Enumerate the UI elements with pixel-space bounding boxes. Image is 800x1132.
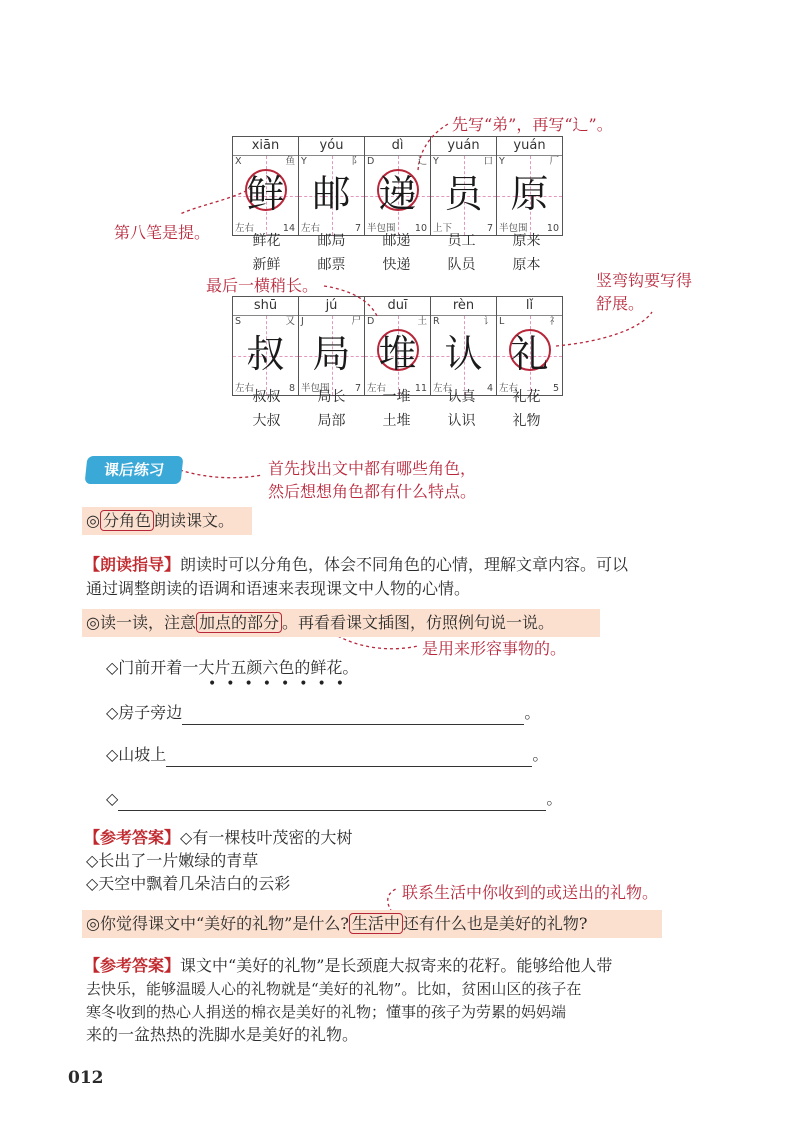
letter: L xyxy=(499,316,505,327)
emphasis-dots: •••••••• xyxy=(208,676,355,692)
example-post: 的鲜花。 xyxy=(294,658,359,677)
exercise3-boxed: 生活中 xyxy=(349,913,403,934)
note-hook-line1: 竖弯钩要写得 xyxy=(596,271,693,290)
radical: 辶 xyxy=(417,156,427,167)
answer1-line3: ◇天空中飘着几朵洁白的云彩 xyxy=(86,874,291,893)
period: 。 xyxy=(532,745,549,764)
period: 。 xyxy=(546,789,563,808)
structure: 左右 xyxy=(301,223,321,234)
stroke-count: 10 xyxy=(414,223,427,234)
stroke-count: 10 xyxy=(546,223,559,234)
note-eighth-stroke: 第八笔是提。 xyxy=(114,223,211,242)
answer1-label: 【参考答案】 xyxy=(84,828,181,847)
letter: X xyxy=(235,156,242,167)
note-roles-line2: 然后想想角色都有什么特点。 xyxy=(268,482,477,501)
section-tag: 课后练习 xyxy=(85,456,184,484)
letter: S xyxy=(235,316,242,327)
answer2-line1 xyxy=(84,954,612,978)
radical: 阝 xyxy=(351,156,361,167)
arrow-roles xyxy=(180,470,262,478)
word: 鲜花 xyxy=(252,233,281,249)
stroke-count: 4 xyxy=(486,383,493,394)
letter: D xyxy=(367,316,375,327)
word: 新鲜 xyxy=(252,257,281,273)
exercise3-prefix: ◎你觉得课文中“美好的礼物”是什么? xyxy=(86,914,349,933)
arrow-life-gift xyxy=(388,888,398,912)
character: 原 xyxy=(510,172,549,216)
example-emphasis: 一大片五颜六色 xyxy=(182,658,295,677)
word: 原来 xyxy=(512,233,541,249)
structure: 左右 xyxy=(433,383,453,394)
stroke-count: 7 xyxy=(354,383,361,394)
blank-prompt: ◇山坡上 xyxy=(106,745,167,764)
letter: R xyxy=(433,316,440,327)
exercise1-text: 朗读课文。 xyxy=(153,511,234,530)
blank-2 xyxy=(106,743,548,767)
pinyin: duī xyxy=(365,297,430,316)
pinyin: xiān xyxy=(233,137,298,156)
note-write-order: 先写“弟”，再写“辶”。 xyxy=(452,115,613,134)
radical: 鱼 xyxy=(285,156,295,167)
bullet: ◎ xyxy=(86,511,100,530)
word: 礼物 xyxy=(512,413,541,429)
character: 礼 xyxy=(510,332,549,376)
word: 原本 xyxy=(512,257,541,273)
letter: J xyxy=(301,316,304,327)
answer-line[interactable] xyxy=(182,706,524,725)
blank-prompt: ◇房子旁边 xyxy=(106,703,183,722)
answer2-text: 课文中“美好的礼物”是长颈鹿大叔寄来的花籽。能够给他人带 xyxy=(180,956,613,975)
exercise1 xyxy=(86,509,234,533)
answer2-line3: 寒冬收到的热心人捐送的棉衣是美好的礼物；懂事的孩子为劳累的妈妈端 xyxy=(86,1003,567,1021)
page-number: 012 xyxy=(68,1068,104,1088)
guide-line2: 通过调整朗读的语调和语速来表现课文中人物的心情。 xyxy=(86,579,471,598)
answer1-line2: ◇长出了一片嫩绿的青草 xyxy=(86,851,259,870)
arrow-last-horizontal xyxy=(324,286,378,318)
arrow-hook xyxy=(556,312,652,346)
period: 。 xyxy=(524,703,541,722)
radical: 口 xyxy=(483,156,493,167)
structure: 半包围 xyxy=(499,223,528,234)
pinyin: yóu xyxy=(299,137,364,156)
stroke-count: 7 xyxy=(486,223,493,234)
word: 局部 xyxy=(317,413,346,429)
blank-3 xyxy=(106,787,562,811)
exercise2-boxed: 加点的部分 xyxy=(196,612,282,633)
exercise2-prefix: ◎读一读，注意 xyxy=(86,613,196,632)
structure: 半包围 xyxy=(301,383,330,394)
answer2-line2: 去快乐，能够温暖人心的礼物就是“美好的礼物”。比如，贫困山区的孩子在 xyxy=(86,980,582,998)
pinyin: lǐ xyxy=(497,297,562,316)
blank-1 xyxy=(106,701,540,725)
pinyin: shū xyxy=(233,297,298,316)
pinyin: dì xyxy=(365,137,430,156)
note-roles-line1: 首先找出文中都有哪些角色， xyxy=(268,459,477,478)
structure: 左右 xyxy=(235,383,255,394)
answer1-line1 xyxy=(84,826,352,850)
structure: 左右 xyxy=(367,383,387,394)
answer1-text: ◇有一棵枝叶茂密的大树 xyxy=(180,828,353,847)
structure: 半包围 xyxy=(367,223,396,234)
radical: 又 xyxy=(285,316,295,327)
radical: 土 xyxy=(417,316,427,327)
stroke-count: 14 xyxy=(282,223,295,234)
radical: 厂 xyxy=(549,156,559,167)
blank-prompt: ◇ xyxy=(106,789,119,808)
stroke-count: 8 xyxy=(288,383,295,394)
radical: 礻 xyxy=(549,316,559,327)
word: 邮票 xyxy=(317,257,346,273)
guide-text: 朗读时可以分角色，体会不同角色的心情，理解文章内容。可以 xyxy=(180,555,629,574)
character: 员 xyxy=(444,172,483,216)
word: 认真 xyxy=(447,389,476,405)
structure: 左右 xyxy=(499,383,519,394)
exercise1-boxed: 分角色 xyxy=(100,510,154,531)
word: 叔叔 xyxy=(252,389,281,405)
note-describe: 是用来形容事物的。 xyxy=(422,639,567,658)
letter: Y xyxy=(433,156,439,167)
radical: 尸 xyxy=(351,316,361,327)
radical: 讠 xyxy=(483,316,493,327)
word: 员工 xyxy=(447,233,476,249)
exercise3-text: 还有什么也是美好的礼物? xyxy=(402,914,588,933)
guide-label: 【朗读指导】 xyxy=(84,555,181,574)
answer-line[interactable] xyxy=(118,792,546,811)
word: 邮递 xyxy=(382,233,411,249)
character: 局 xyxy=(312,332,351,376)
word: 土堆 xyxy=(382,413,411,429)
answer-line[interactable] xyxy=(166,748,532,767)
stroke-count: 7 xyxy=(354,223,361,234)
word: 邮局 xyxy=(317,233,346,249)
letter: Y xyxy=(301,156,307,167)
pinyin: yuán xyxy=(431,137,496,156)
word: 礼花 xyxy=(512,389,541,405)
structure: 左右 xyxy=(235,223,255,234)
pinyin: rèn xyxy=(431,297,496,316)
word: 一堆 xyxy=(382,389,411,405)
pinyin: jú xyxy=(299,297,364,316)
letter: D xyxy=(367,156,375,167)
stroke-count: 5 xyxy=(552,383,559,394)
letter: Y xyxy=(499,156,505,167)
note-life-gift: 联系生活中你收到的或送出的礼物。 xyxy=(402,883,659,902)
character: 叔 xyxy=(246,332,285,376)
character: 认 xyxy=(444,332,483,376)
answer2-line4: 来的一盆热热的洗脚水是美好的礼物。 xyxy=(86,1025,359,1044)
note-last-horizontal: 最后一横稍长。 xyxy=(206,276,319,295)
character: 递 xyxy=(378,172,417,216)
exercise2-text: 。再看看课文插图，仿照例句说一说。 xyxy=(281,613,554,632)
word: 快递 xyxy=(382,257,411,273)
arrow-describe xyxy=(338,636,418,649)
example-pre: ◇门前开着 xyxy=(106,658,183,677)
note-hook-line2: 舒展。 xyxy=(596,294,645,313)
character: 堆 xyxy=(378,332,417,376)
character: 邮 xyxy=(312,172,351,216)
exercise3 xyxy=(86,912,588,936)
guide-line1 xyxy=(84,553,628,577)
answer2-label: 【参考答案】 xyxy=(84,956,181,975)
word: 大叔 xyxy=(252,413,281,429)
stroke-count: 11 xyxy=(414,383,427,394)
word: 认识 xyxy=(447,413,476,429)
pinyin: yuán xyxy=(497,137,562,156)
structure: 上下 xyxy=(433,223,453,234)
word: 局长 xyxy=(317,389,346,405)
character: 鲜 xyxy=(246,172,285,216)
word: 队员 xyxy=(447,257,476,273)
exercise2 xyxy=(86,611,554,635)
